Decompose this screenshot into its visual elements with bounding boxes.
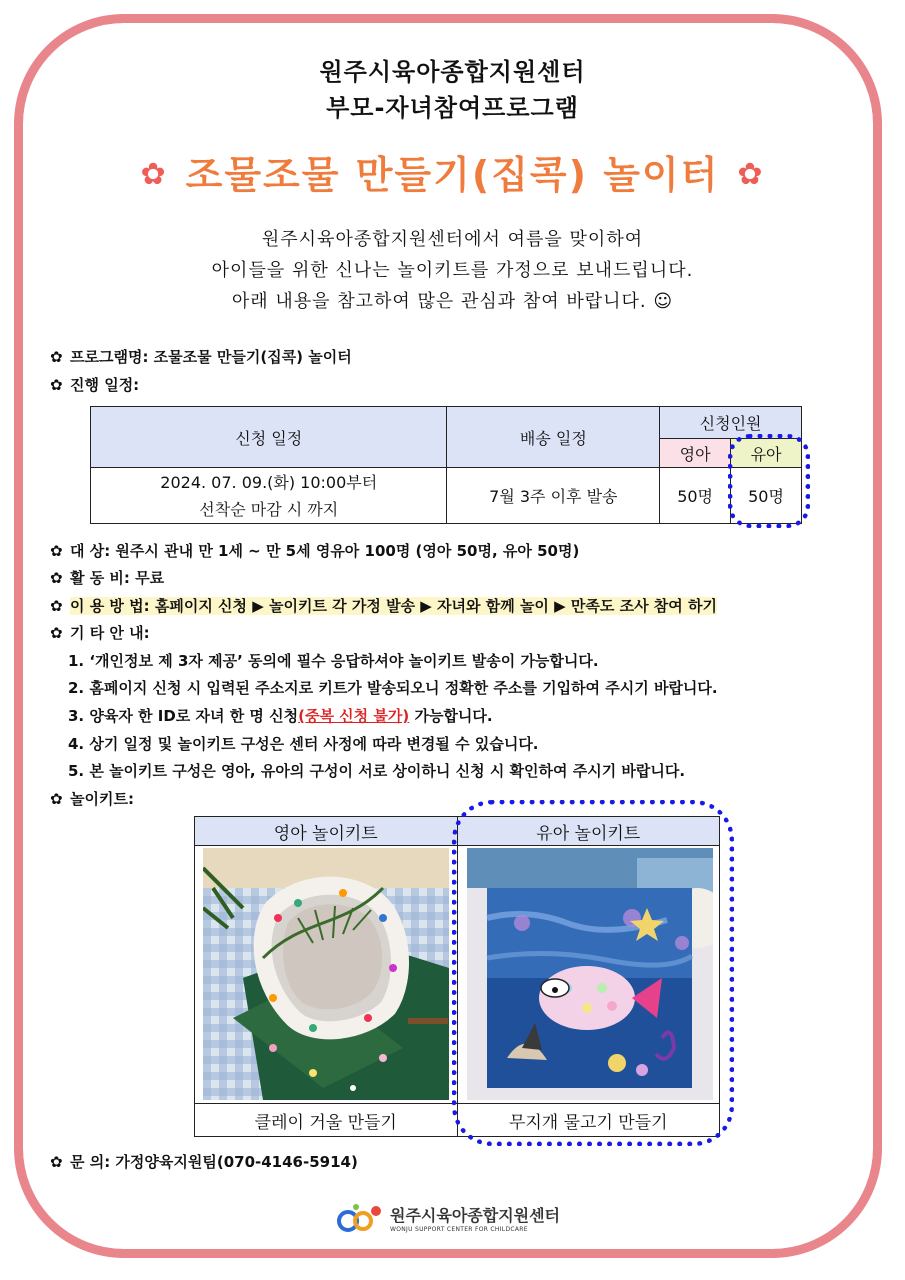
toddler-kit-header: 유아 놀이키트 — [457, 817, 720, 846]
infant-kit-header: 영아 놀이키트 — [195, 817, 458, 846]
col-toddler-header: 유아 — [731, 439, 802, 468]
flower-bullet-icon: ✿ — [50, 348, 63, 366]
note-text: 가능합니다. — [409, 707, 493, 725]
target-row — [50, 540, 579, 561]
schedule-label: 진행 일정: — [70, 376, 140, 394]
program-name-row — [50, 346, 352, 367]
usage-row — [50, 595, 717, 616]
flower-bullet-icon: ✿ — [50, 624, 63, 642]
infant-count-cell: 50명 — [660, 468, 731, 524]
contact-text: 문 의: 가정양육지원팀(070-4146-5914) — [70, 1153, 358, 1171]
program-name: 프로그램명: 조물조물 만들기(집콕) 놀이터 — [70, 348, 352, 366]
fee-text: 활 동 비: 무료 — [70, 569, 165, 587]
infant-kit-caption: 클레이 거울 만들기 — [195, 1104, 458, 1137]
flower-bullet-icon: ✿ — [50, 569, 63, 587]
center-logo-icon — [336, 1201, 384, 1235]
intro-text — [0, 224, 905, 317]
flower-bullet-icon: ✿ — [50, 1153, 63, 1171]
toddler-highlight-outline — [728, 434, 810, 528]
footer-org-english: WONJU SUPPORT CENTER FOR CHILDCARE — [390, 1226, 528, 1233]
col-delivery-header: 배송 일정 — [447, 407, 660, 468]
clay-mirror-photo — [203, 848, 449, 1100]
contact-row — [50, 1151, 358, 1172]
duplicate-warning: (중복 신청 불가) — [298, 707, 410, 725]
kit-label: 놀이키트: — [70, 790, 134, 808]
col-quota-header: 신청인원 — [660, 407, 802, 439]
note-item — [68, 705, 493, 726]
apply-start: 2024. 07. 09.(화) 10:00부터 — [160, 472, 378, 492]
usage-text: 이 용 방 법: 홈페이지 신청 ▶ 놀이키트 각 가정 발송 ▶ 자녀와 함께 놀이 ▶ 만족도 조사 참여 하기 — [70, 597, 717, 615]
schedule-label-row — [50, 374, 139, 395]
toddler-count-cell: 50명 — [731, 468, 802, 524]
intro-line: 아이들을 위한 신나는 놀이키트를 가정으로 보내드립니다. — [211, 260, 694, 281]
col-infant-header: 영아 — [660, 439, 731, 468]
title-text: 조물조물 만들기(집콕) 놀이터 — [185, 153, 720, 197]
flower-icon: ✿ — [737, 157, 765, 192]
flower-bullet-icon: ✿ — [50, 376, 63, 394]
footer-org-name: 원주시육아종합지원센터 — [390, 1206, 561, 1225]
footer-logo — [336, 1198, 560, 1238]
delivery-cell: 7월 3주 이후 발송 — [447, 468, 660, 524]
flower-bullet-icon: ✿ — [50, 542, 63, 560]
note-item: 1. ‘개인정보 제 3자 제공’ 동의에 필수 응답하셔야 놀이키트 발송이 가능합니다. — [68, 652, 599, 670]
note-item: 4. 상기 일정 및 놀이키트 구성은 센터 사정에 따라 변경될 수 있습니다. — [68, 735, 539, 753]
intro-line: 원주시육아종합지원센터에서 여름을 맞이하여 — [261, 229, 644, 250]
toddler-kit-highlight-outline — [452, 800, 734, 1146]
kit-label-row — [50, 788, 134, 809]
intro-line: 아래 내용을 참고하여 많은 관심과 참여 바랍니다. ☺ — [231, 291, 674, 312]
target-text: 대 상: 원주시 관내 만 1세 ~ 만 5세 영유아 100명 (영아 50명, 유아 50명) — [70, 542, 580, 560]
other-label-row — [50, 622, 150, 643]
note-item: 2. 홈페이지 신청 시 입력된 주소지로 키트가 발송되오니 정확한 주소를 기입하여 주시기 바랍니다. — [68, 679, 718, 697]
flower-bullet-icon: ✿ — [50, 597, 63, 615]
flower-bullet-icon: ✿ — [50, 790, 63, 808]
program-subtitle: 부모-자녀참여프로그램 — [326, 94, 579, 122]
flower-icon: ✿ — [140, 157, 168, 192]
note-item: 5. 본 놀이키트 구성은 영아, 유아의 구성이 서로 상이하니 신청 시 확인하여 주시기 바랍니다. — [68, 762, 686, 780]
apply-period-cell — [91, 468, 447, 524]
note-text: 3. 양육자 한 ID로 자녀 한 명 신청 — [68, 707, 299, 725]
other-label: 기 타 안 내: — [70, 624, 150, 642]
org-title: 원주시육아종합지원센터 — [319, 58, 586, 86]
schedule-table — [90, 406, 802, 524]
apply-end: 선착순 마감 시 까지 — [199, 499, 339, 519]
page-title — [0, 144, 905, 199]
fee-row — [50, 567, 164, 588]
toddler-kit-caption: 무지개 물고기 만들기 — [457, 1104, 720, 1137]
col-apply-header: 신청 일정 — [91, 407, 447, 468]
